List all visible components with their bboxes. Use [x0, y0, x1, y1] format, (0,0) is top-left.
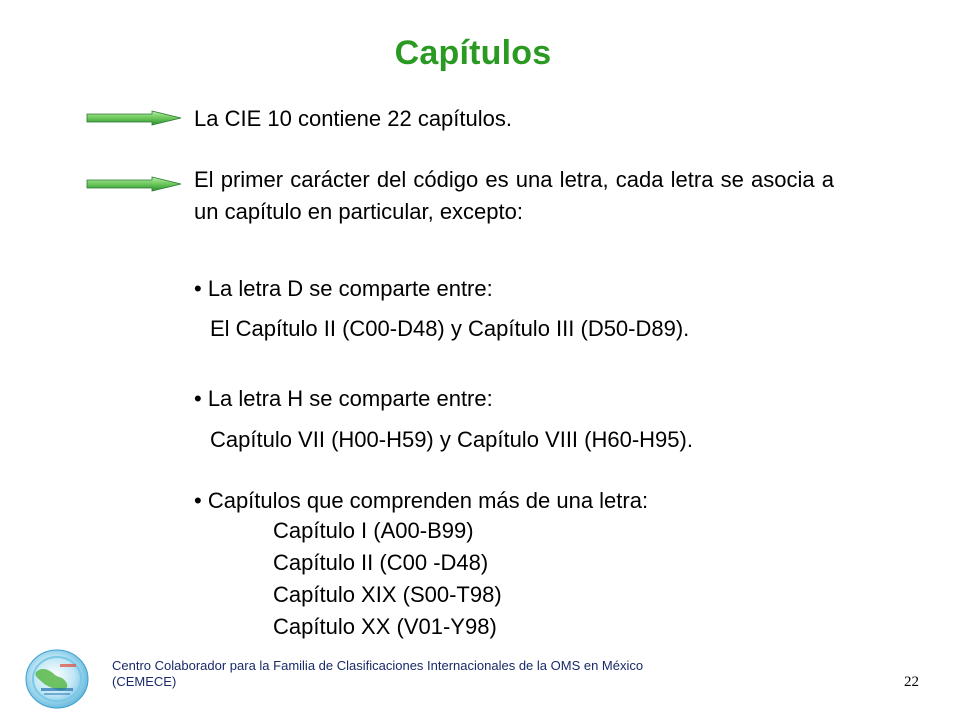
page-number: 22: [904, 674, 919, 690]
paragraph-cie-chapters: La CIE 10 contiene 22 capítulos.: [194, 106, 512, 131]
footer-institution: Centro Colaborador para la Familia de Clasificaciones Internacionales de la OMS en México (CEMECE): [112, 658, 644, 689]
page-title: Capítulos: [394, 34, 552, 72]
cemece-logo-icon: [24, 648, 90, 710]
bullet-letter-h-detail: Capítulo VII (H00-H59) y Capítulo VIII (H60-H95).: [210, 427, 693, 452]
green-arrow-icon: [86, 110, 182, 126]
green-arrow-icon: [86, 176, 182, 192]
list-item: Capítulo XIX (S00-T98): [273, 582, 502, 607]
paragraph-first-character: El primer carácter del código es una letra, cada letra se asocia a un capítulo en particular, excepto:: [194, 167, 834, 224]
bullet-letter-d: • La letra D se comparte entre:: [194, 276, 493, 301]
bullet-multi-letter: • Capítulos que comprenden más de una letra:: [194, 488, 649, 513]
bullet-letter-d-detail: El Capítulo II (C00-D48) y Capítulo III (D50-D89).: [210, 316, 690, 341]
list-item: Capítulo XX (V01-Y98): [273, 614, 497, 639]
list-item: Capítulo II (C00 -D48): [273, 550, 489, 575]
bullet-letter-h: • La letra H se comparte entre:: [194, 386, 493, 411]
list-item: Capítulo I (A00-B99): [273, 518, 474, 543]
